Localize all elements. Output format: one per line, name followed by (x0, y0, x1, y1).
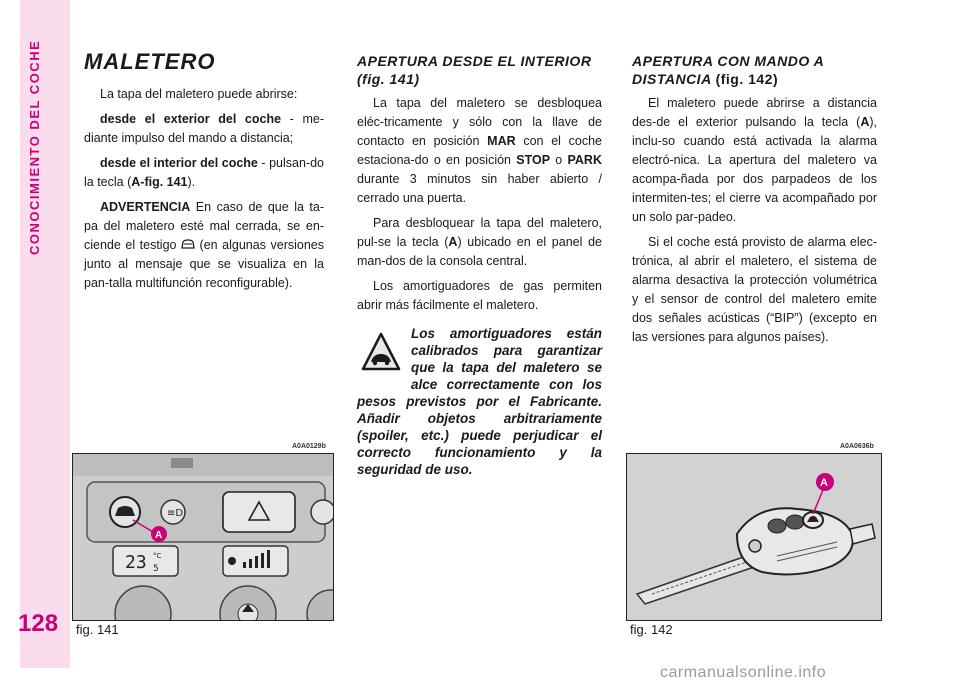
column-mando-distancia (632, 52, 877, 353)
callout-a-141: A (155, 530, 163, 541)
temp-display-unit: °C (153, 552, 162, 560)
warning-block (357, 325, 602, 478)
console-illustration (73, 454, 333, 620)
section-label: CONOCIMIENTO DEL COCHE (27, 40, 42, 256)
trunk-warning-icon (181, 239, 195, 250)
paragraph-amortiguadores: Los amortiguadores de gas permiten abrir más fácilmente el maletero. (357, 279, 602, 312)
figure-141-console (72, 453, 334, 621)
page-number: 128 (18, 610, 59, 637)
column-maletero (84, 49, 324, 299)
fig141-code: A0A0129b (292, 443, 326, 450)
warning-triangle-icon (361, 331, 401, 373)
heading-apertura-interior: APERTURA DESDE EL INTERIOR (fig. 141) (357, 53, 592, 87)
watermark: carmanualsonline.info (660, 664, 827, 681)
warning-text: Los amortiguadores están calibrados para garantizar que la tapa del maletero se alce correctamente con los pesos previstos por el Fabricante. Añadir objetos arbitrariamente (spoiler, etc.) puede perjudicar el correcto funcionamiento y la seguridad de uso. (357, 326, 602, 477)
paragraph-tecla: Para desbloquear la tapa del maletero, pul-se la tecla (A) ubicado en el panel de man-dos de la consola central. (357, 216, 602, 268)
fig141-caption: fig. 141 (76, 622, 119, 637)
key-illustration (627, 454, 881, 620)
temp-display-decimal: 5 (153, 564, 159, 574)
heading-mando-distancia: APERTURA CON MANDO A DISTANCIA (fig. 142) (632, 53, 824, 87)
page-title: MALETERO (84, 49, 216, 74)
temp-display-main: 23 (125, 552, 147, 573)
callout-a-142: A (820, 477, 828, 489)
paragraph-desbloqueo: La tapa del maletero se desbloquea eléc-tricamente y sólo con la llave de contacto en posición MAR con el coche estaciona-do o en posición STOP o PARK durante 3 minutos sin haber abierto / cerrado una puerta. (357, 96, 602, 205)
figure-142-key (626, 453, 882, 621)
fig142-caption: fig. 142 (630, 622, 673, 637)
paragraph-interior: desde el interior del coche - pulsan-do la tecla (A-fig. 141). (84, 156, 324, 189)
paragraph-apertura-distancia: El maletero puede abrirse a distancia des-de el exterior pulsando la tecla (A), inclu-so cuando está activada la alarma electró-nica. La apertura del maletero va acompa-ñada por dos parpadeos de los intermiten-tes; el cierre va acompañado por un solo par-padeo. (632, 96, 877, 224)
paragraph-advertencia: ADVERTENCIA En caso de que la ta-pa del maletero esté mal cerrada, se en-ciende el testigo (en algunas versiones junto al mensaje que se visualiza en la pan-talla multifunción reconfigurable). (84, 200, 324, 290)
paragraph-intro: La tapa del maletero puede abrirse: (100, 87, 298, 101)
paragraph-alarma: Si el coche está provisto de alarma elec-trónica, al abrir el maletero, el sistema de alarma desactiva la protección volumétrica y el sensor de control del maletero emite dos señales acústicas (“BIP”) (excepto en las versiones para algunos países). (632, 235, 877, 344)
paragraph-exterior: desde el exterior del coche - me-diante impulso del mando a distancia; (84, 112, 324, 145)
column-apertura-interior (357, 52, 602, 321)
svg-text:≡D: ≡D (167, 508, 184, 519)
fig142-code: A0A0636b (840, 443, 874, 450)
